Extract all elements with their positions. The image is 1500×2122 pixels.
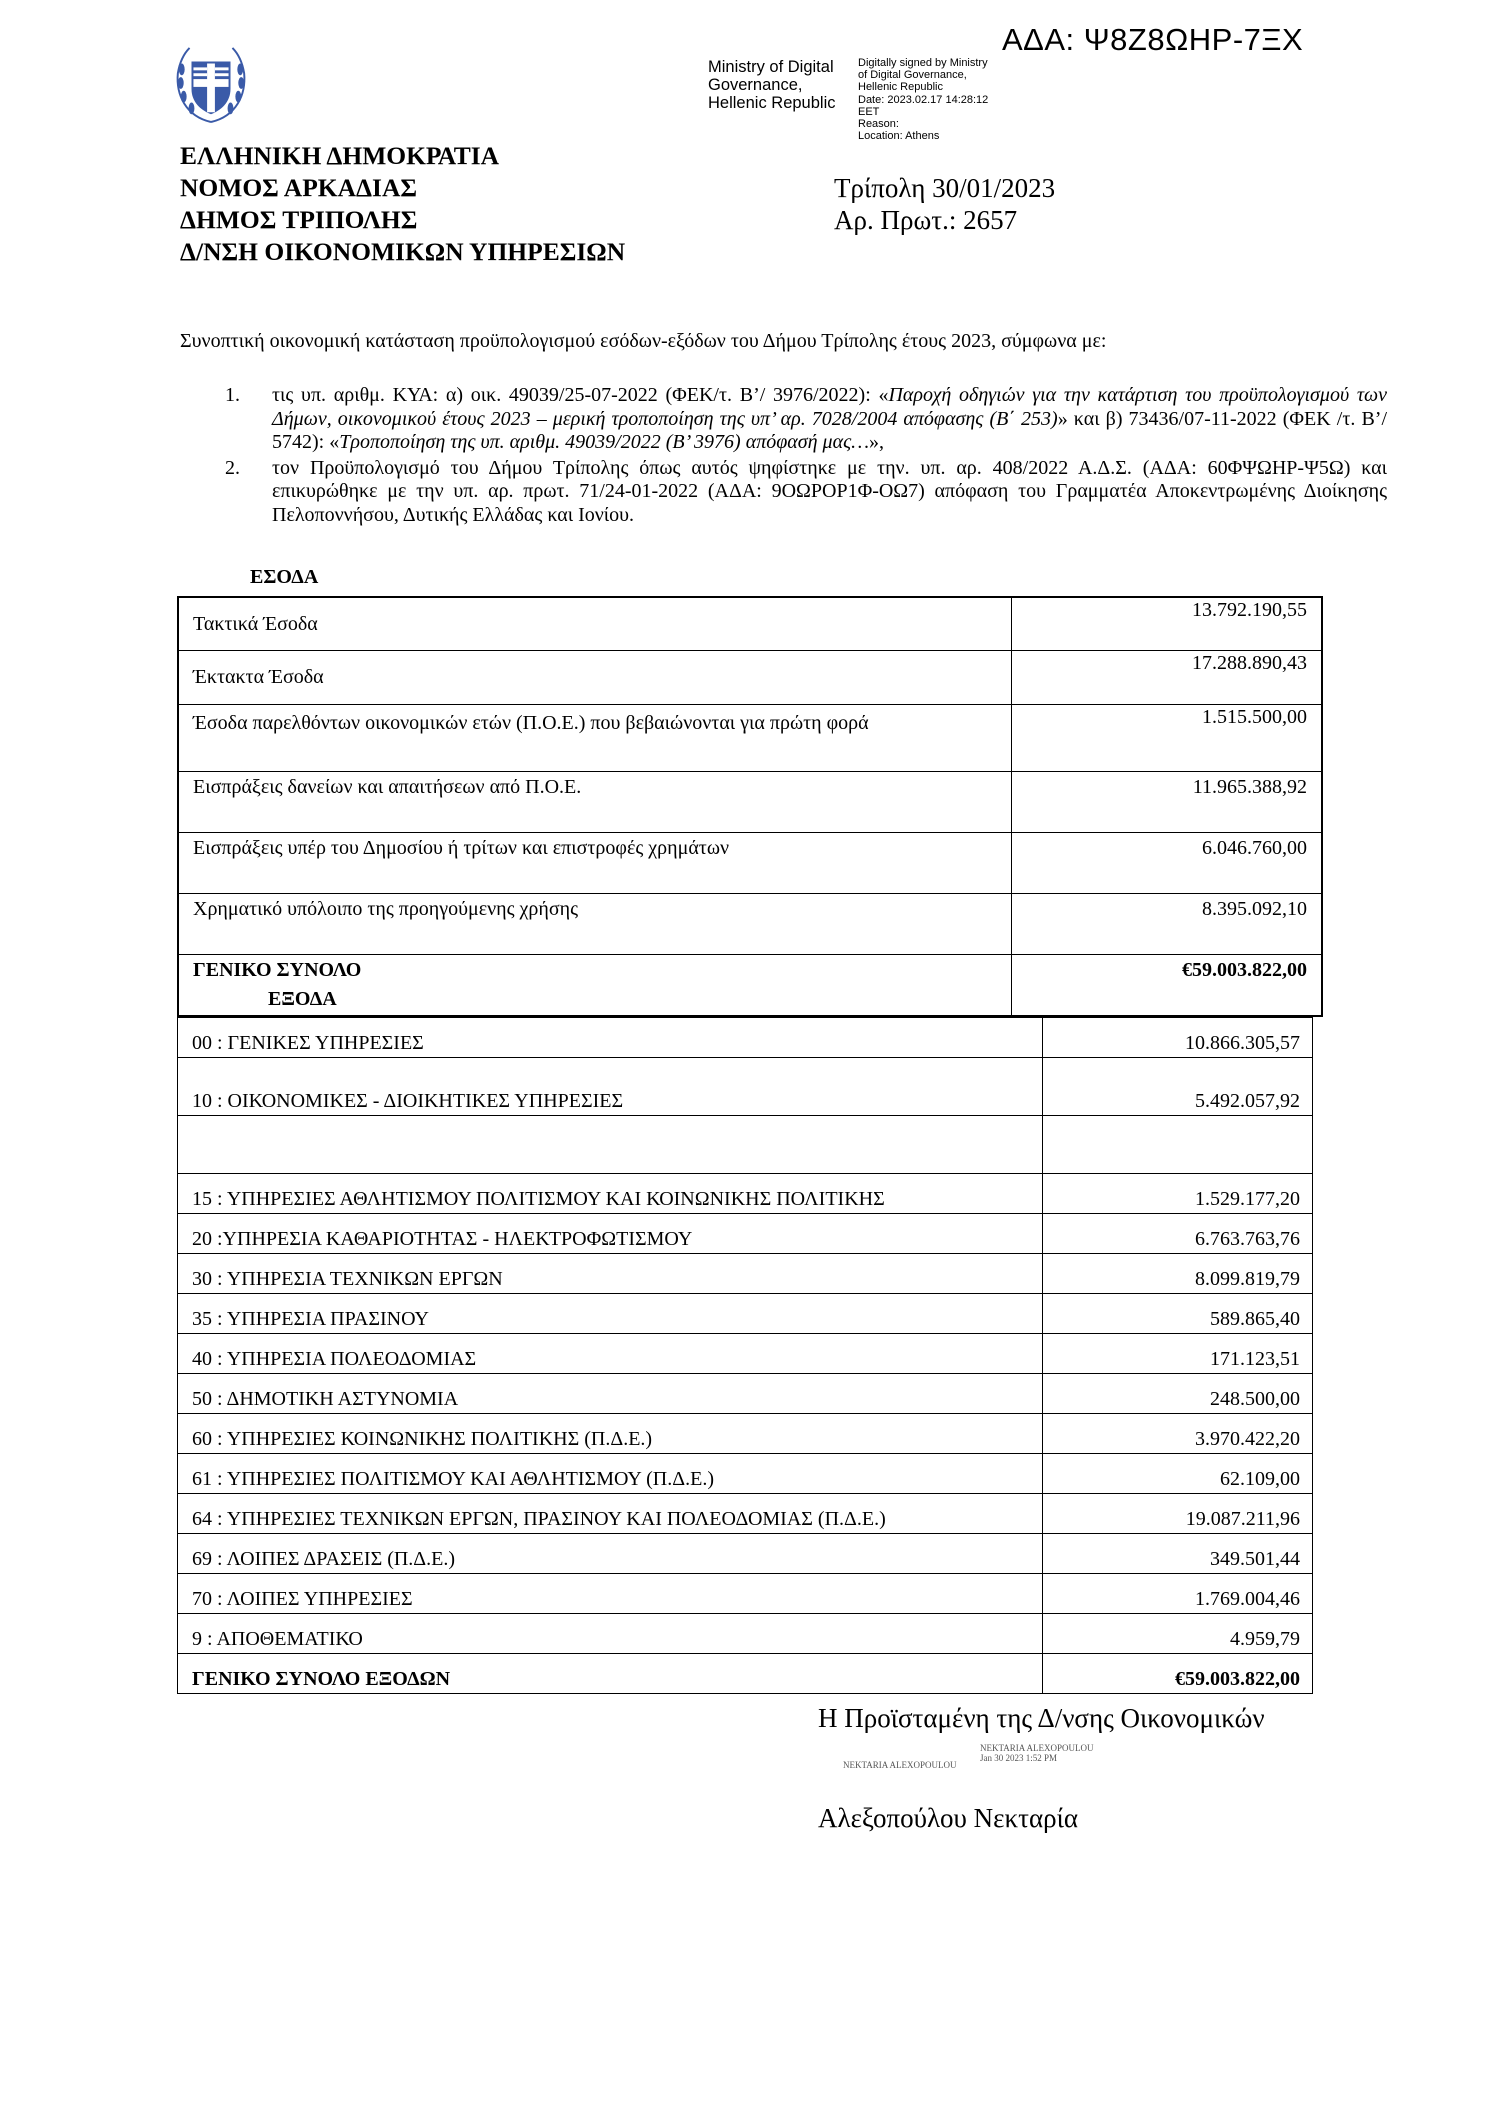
ada-code: ΑΔΑ: Ψ8Ζ8ΩΗΡ-7ΞΧ (1002, 22, 1304, 57)
list-text: » και β) 73436/07-11-2022 (ΦΕΚ /τ. Β’/ 5742): « (272, 407, 1387, 453)
table-row (178, 1294, 1313, 1334)
table-row (178, 1374, 1313, 1414)
list-item (220, 457, 1387, 528)
expense-value: 1.529.177,20 (1043, 1174, 1313, 1214)
expense-label: 60 : ΥΠΗΡΕΣΙΕΣ ΚΟΙΝΩΝΙΚΗΣ ΠΟΛΙΤΙΚΗΣ (Π.Δ.Ε.) (178, 1414, 1043, 1454)
issuer-header (180, 140, 625, 268)
expense-value (1043, 1116, 1313, 1174)
dsig-detail-line: EET (858, 105, 880, 118)
header-line: ΝΟΜΟΣ ΑΡΚΑΔΙΑΣ (180, 173, 418, 202)
income-value: 11.965.388,92 (1011, 772, 1322, 833)
expense-value: 171.123,51 (1043, 1334, 1313, 1374)
expense-value: 4.959,79 (1043, 1614, 1313, 1654)
expense-total-value: €59.003.822,00 (1043, 1654, 1313, 1694)
expense-value: 6.763.763,76 (1043, 1214, 1313, 1254)
expense-value: 19.087.211,96 (1043, 1494, 1313, 1534)
expense-label (178, 1116, 1043, 1174)
income-label: Έκτακτα Έσοδα (178, 651, 1011, 705)
signatory-title: Η Προϊσταμένη της Δ/νσης Οικονομικών (818, 1703, 1265, 1733)
income-label: Εισπράξεις υπέρ του Δημοσίου ή τρίτων και επιστροφές χρημάτων (178, 833, 1011, 894)
expense-label: 9 : ΑΠΟΘΕΜΑΤΙΚΟ (178, 1614, 1043, 1654)
expense-label: 50 : ΔΗΜΟΤΙΚΗ ΑΣΤΥΝΟΜΙΑ (178, 1374, 1043, 1414)
expense-value: 589.865,40 (1043, 1294, 1313, 1334)
expense-value: 8.099.819,79 (1043, 1254, 1313, 1294)
table-row (178, 597, 1322, 651)
expense-value: 62.109,00 (1043, 1454, 1313, 1494)
table-row (178, 1414, 1313, 1454)
expense-value: 3.970.422,20 (1043, 1414, 1313, 1454)
expense-value: 248.500,00 (1043, 1374, 1313, 1414)
expense-label: 30 : ΥΠΗΡΕΣΙΑ ΤΕΧΝΙΚΩΝ ΕΡΓΩΝ (178, 1254, 1043, 1294)
income-label: Τακτικά Έσοδα (178, 597, 1011, 651)
expense-label: 61 : ΥΠΗΡΕΣΙΕΣ ΠΟΛΙΤΙΣΜΟΥ ΚΑΙ ΑΘΛΗΤΙΣΜΟΥ (Π.Δ.Ε.) (178, 1454, 1043, 1494)
expense-label: 69 : ΛΟΙΠΕΣ ΔΡΑΣΕΙΣ (Π.Δ.Ε.) (178, 1534, 1043, 1574)
income-value: 13.792.190,55 (1011, 597, 1322, 651)
list-number: 2. (225, 456, 240, 479)
list-text-italic: Παροχή οδηγιών για την κατάρτιση του προϋπολογισμού των Δήμων, οικονομικού έτους 2023 – μερική τροποποίηση της υπ’ αρ. 7028/2004 απόφασης (Β΄ 253) (272, 384, 1387, 430)
income-label: Χρηματικό υπόλοιπο της προηγούμενης χρήσης (178, 894, 1011, 955)
sig-stamp-name: NEKTARIA ALEXOPOULOU (980, 1743, 1094, 1753)
table-row (178, 1116, 1313, 1174)
table-row (178, 894, 1322, 955)
table-row (178, 1254, 1313, 1294)
digital-signature-org (708, 58, 858, 112)
income-total-label: ΓΕΝΙΚΟ ΣΥΝΟΛΟ (178, 955, 1011, 1017)
table-row (178, 1334, 1313, 1374)
expense-label: 20 :ΥΠΗΡΕΣΙΑ ΚΑΘΑΡΙΟΤΗΤΑΣ - ΗΛΕΚΤΡΟΦΩΤΙΣΜΟΥ (178, 1214, 1043, 1254)
dsig-org-line: Ministry of Digital (708, 58, 834, 76)
expense-value: 10.866.305,57 (1043, 1018, 1313, 1058)
dsig-org-line: Governance, (708, 76, 803, 94)
dsig-detail-line: Reason: (858, 118, 899, 131)
expense-value: 349.501,44 (1043, 1534, 1313, 1574)
list-text-italic: Τροποποίηση της υπ. αριθμ. 49039/2022 (Β’ 3976) απόφασή μας… (339, 431, 869, 453)
table-row-total (178, 1654, 1313, 1694)
dsig-detail-line: of Digital Governance, (858, 69, 967, 82)
dsig-detail-line: Location: Athens (858, 130, 940, 143)
income-label: Έσοδα παρελθόντων οικονομικών ετών (Π.Ο.Ε.) που βεβαιώνονται για πρώτη φορά (178, 705, 1011, 772)
expense-label: 00 : ΓΕΝΙΚΕΣ ΥΠΗΡΕΣΙΕΣ (178, 1018, 1043, 1058)
dsig-detail-line: Hellenic Republic (858, 81, 943, 94)
expense-label: 15 : ΥΠΗΡΕΣΙΕΣ ΑΘΛΗΤΙΣΜΟΥ ΠΟΛΙΤΙΣΜΟΥ ΚΑΙ ΚΟΙΝΩΝΙΚΗΣ ΠΟΛΙΤΙΚΗΣ (178, 1174, 1043, 1214)
protocol-number: Αρ. Πρωτ.: 2657 (834, 205, 1018, 235)
list-text: τον Προϋπολογισμό του Δήμου Τρίπολης όπως αυτός ψηφίστηκε με την. υπ. αρ. 408/2022 Α.Δ.Σ. (ΑΔΑ: 60ΦΨΩΗΡ-Ψ5Ω) και επικυρώθηκε με την υπ. αρ. πρωτ. 71/24-01-2022 (ΑΔΑ: 9ΟΩΡΟΡ1Φ-ΟΩ7) απόφαση του Γραμματέα Αποκεντρωμένης Διοίκησης Πελοποννήσου, Δυτικής Ελλάδας και Ιονίου. (272, 456, 1387, 526)
table-row (178, 1614, 1313, 1654)
table-row (178, 705, 1322, 772)
list-text: τις υπ. αριθμ. ΚΥΑ: α) οικ. 49039/25-07-2022 (ΦΕΚ/τ. Β’/ 3976/2022): « (272, 384, 889, 406)
table-row (178, 1058, 1313, 1116)
expense-table (177, 1017, 1313, 1694)
table-row (178, 1454, 1313, 1494)
table-row (178, 833, 1322, 894)
income-table (177, 596, 1323, 1017)
date-protocol (834, 172, 1055, 236)
handwritten-signature: NEKTARIA ALEXOPOULOU (843, 1760, 957, 1770)
sig-stamp-date: Jan 30 2023 1:52 PM (980, 1753, 1058, 1763)
expense-label: 35 : ΥΠΗΡΕΣΙΑ ΠΡΑΣΙΝΟΥ (178, 1294, 1043, 1334)
expense-value: 1.769.004,46 (1043, 1574, 1313, 1614)
income-value: 1.515.500,00 (1011, 705, 1322, 772)
income-value: 17.288.890,43 (1011, 651, 1322, 705)
greek-coat-of-arms-icon (172, 40, 250, 126)
intro-text: Συνοπτική οικονομική κατάσταση προϋπολογισμού εσόδων-εξόδων του Δήμου Τρίπολης έτους 2023, σύμφωνα με: (180, 330, 1107, 352)
list-number: 1. (225, 384, 240, 406)
header-line: ΕΛΛΗΝΙΚΗ ΔΗΜΟΚΡΑΤΙΑ (180, 141, 500, 170)
table-row (178, 1018, 1313, 1058)
dsig-detail-line: Digitally signed by Ministry (858, 57, 988, 69)
income-value: 8.395.092,10 (1011, 894, 1322, 955)
table-row (178, 1494, 1313, 1534)
dsig-org-line: Hellenic Republic (708, 94, 836, 112)
table-row-total (178, 955, 1322, 1017)
income-total-value: €59.003.822,00 (1011, 955, 1322, 1017)
expense-total-label: ΓΕΝΙΚΟ ΣΥΝΟΛΟ ΕΞΟΔΩΝ (178, 1654, 1043, 1694)
header-line: ΔΗΜΟΣ ΤΡΙΠΟΛΗΣ (180, 205, 418, 234)
table-row (178, 1214, 1313, 1254)
expense-title: ΕΞΟΔΑ (268, 988, 337, 1010)
list-text: », (869, 431, 884, 453)
table-row (178, 1534, 1313, 1574)
table-row (178, 1174, 1313, 1214)
income-value: 6.046.760,00 (1011, 833, 1322, 894)
references-list (220, 384, 1387, 529)
expense-label: 64 : ΥΠΗΡΕΣΙΕΣ ΤΕΧΝΙΚΩΝ ΕΡΓΩΝ, ΠΡΑΣΙΝΟΥ ΚΑΙ ΠΟΛΕΟΔΟΜΙΑΣ (Π.Δ.Ε.) (178, 1494, 1043, 1534)
header-line: Δ/ΝΣΗ ΟΙΚΟΝΟΜΙΚΩΝ ΥΠΗΡΕΣΙΩΝ (180, 237, 626, 266)
list-item (220, 384, 1387, 455)
income-label: Εισπράξεις δανείων και απαιτήσεων από Π.Ο.Ε. (178, 772, 1011, 833)
table-row (178, 1574, 1313, 1614)
digital-signature-details (858, 57, 1018, 142)
handwritten-signature-stamp (980, 1743, 1094, 1763)
expense-label: 40 : ΥΠΗΡΕΣΙΑ ΠΟΛΕΟΔΟΜΙΑΣ (178, 1334, 1043, 1374)
expense-label: 70 : ΛΟΙΠΕΣ ΥΠΗΡΕΣΙΕΣ (178, 1574, 1043, 1614)
signatory-name: Αλεξοπούλου Νεκταρία (818, 1803, 1078, 1833)
table-row (178, 651, 1322, 705)
income-title: ΕΣΟΔΑ (250, 566, 319, 588)
dsig-detail-line: Date: 2023.02.17 14:28:12 (858, 93, 989, 106)
table-row (178, 772, 1322, 833)
expense-label: 10 : ΟΙΚΟΝΟΜΙΚΕΣ - ΔΙΟΙΚΗΤΙΚΕΣ ΥΠΗΡΕΣΙΕΣ (178, 1058, 1043, 1116)
document-date: Τρίπολη 30/01/2023 (834, 173, 1056, 203)
expense-value: 5.492.057,92 (1043, 1058, 1313, 1116)
